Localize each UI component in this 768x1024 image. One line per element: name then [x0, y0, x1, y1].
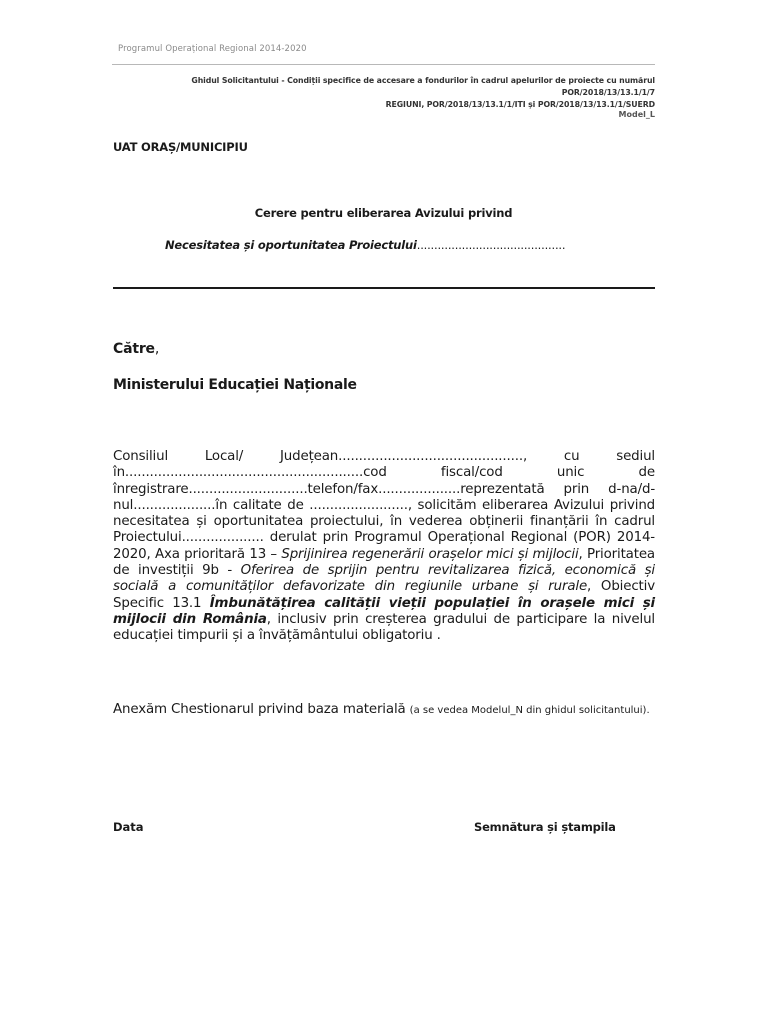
recipient-to-word: Către: [113, 341, 155, 357]
request-title: Cerere pentru eliberarea Avizului privind: [254, 206, 513, 220]
header-divider: [112, 64, 655, 65]
annex-paragraph: [113, 702, 655, 719]
date-label: Data: [113, 820, 144, 834]
request-subtitle-dots: ...........................................: [416, 238, 566, 252]
request-subtitle-italic: Necesitatea și oportunitatea Proiectului: [165, 238, 417, 252]
uat-label: UAT ORAȘ/MUNICIPIU: [113, 140, 248, 154]
annex-note: (a se vedea Modelul_N din ghidul solicitantului).: [409, 705, 650, 716]
signature-stamp-label: Semnătura și ștampila: [474, 820, 616, 834]
annex-main: Anexăm Chestionarul privind baza materială: [113, 702, 410, 717]
request-subtitle: [165, 238, 565, 252]
recipient-to-comma: ,: [154, 341, 160, 357]
title-divider: [113, 287, 655, 289]
guide-reference-line-1: Ghidul Solicitantului - Condiții specifice de accesare a fondurilor în cadrul apelurilor de proiecte cu numărul POR/2018/13/13.1/1/7: [191, 76, 655, 97]
body-part-4: , inclusiv prin creșterea gradului de participare la nivelul educației timpurii și a învățământului obligatoriu .: [113, 611, 655, 644]
recipient-ministry: Ministerului Educației Naționale: [113, 377, 357, 393]
guide-reference-line-2: REGIUNI, POR/2018/13/13.1/1/ITI și POR/2018/13/13.1/1/SUERD: [385, 100, 655, 109]
request-body: [113, 449, 655, 645]
program-header: Programul Operațional Regional 2014-2020: [118, 44, 307, 54]
body-part-2: , Prioritatea de investiții 9b -: [113, 546, 655, 579]
guide-reference: [112, 75, 655, 111]
recipient-to: [113, 341, 159, 357]
body-part-1: Consiliul Local/ Județean............................................., cu sediul în..........................................................cod fiscal/cod unic de înregistrare.............................telefon/fax....................reprezentată prin d-na/d-nul....................în calitate de ........................, solicităm eliberarea Avizului privind necesitatea și oportunitatea proiectului, în vederea obținerii finanțării în cadrul Proiectului.................... derulat prin Programul Operațional Regional (POR) 2014-2020, Axa prioritară 13 –: [113, 449, 655, 562]
body-part-3: , Obiectiv Specific 13.1: [113, 579, 655, 611]
model-label: Model_L: [618, 110, 655, 119]
body-priority-italic: Oferirea de sprijin pentru revitalizarea fizică, economică și socială a comunităților defavorizate din regiunile urbane și rurale: [113, 563, 655, 595]
body-axis-italic: Sprijinirea regenerării orașelor mici și mijlocii: [281, 546, 579, 562]
body-objective-bold: Îmbunătățirea calității vieții populației în orașele mici și mijlocii din România: [113, 595, 655, 627]
